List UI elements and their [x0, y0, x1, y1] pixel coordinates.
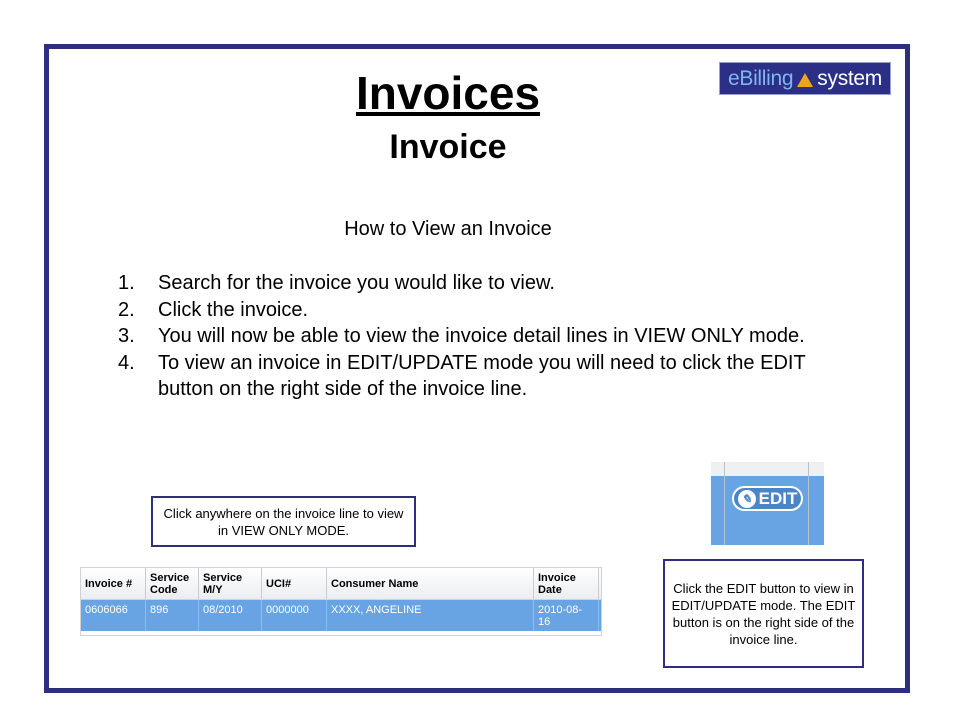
edit-callout: Click the EDIT button to view in EDIT/UPDATE mode. The EDIT button is on the right side of the invoice line.: [663, 559, 864, 668]
edit-button[interactable]: [732, 486, 803, 511]
step-text: You will now be able to view the invoice detail lines in VIEW ONLY mode.: [158, 325, 805, 347]
edit-button-screenshot: [711, 462, 824, 545]
column-header[interactable]: UCI#: [262, 568, 327, 599]
page-title: Invoices: [355, 67, 541, 119]
column-header[interactable]: Service Code: [146, 568, 199, 599]
table-row[interactable]: [81, 600, 601, 631]
edit-button-label: EDIT: [758, 488, 798, 508]
column-header[interactable]: Consumer Name: [327, 568, 534, 599]
step-number: 1.: [118, 272, 135, 294]
instruction-list: [118, 270, 858, 403]
step-number: 3.: [118, 325, 135, 347]
column-header[interactable]: Invoice #: [81, 568, 146, 599]
logo-text-ebilling: eBilling: [727, 66, 794, 90]
instruction-step: [118, 350, 858, 403]
step-text: To view an invoice in EDIT/UPDATE mode you will need to click the EDIT button on the right side of the invoice line.: [158, 351, 806, 400]
table-cell: 896: [146, 600, 199, 631]
view-only-callout: Click anywhere on the invoice line to view in VIEW ONLY MODE.: [151, 496, 416, 547]
table-cell: 0000000: [262, 600, 327, 631]
instruction-step: [118, 297, 858, 324]
step-text: Click the invoice.: [158, 298, 309, 321]
column-divider: [724, 462, 725, 545]
column-header[interactable]: Service M/Y: [199, 568, 262, 599]
section-heading: How to View an Invoice: [344, 218, 552, 240]
table-cell: 2010-08-16: [534, 600, 599, 631]
column-divider: [808, 462, 809, 545]
step-text: Search for the invoice you would like to view.: [158, 272, 555, 294]
instruction-step: [118, 323, 858, 350]
table-cell: 0606066: [81, 600, 146, 631]
table-cell: 08/2010: [199, 600, 262, 631]
column-header[interactable]: Invoice Date: [534, 568, 599, 599]
pencil-icon: ✎: [738, 490, 756, 508]
invoice-table: [80, 567, 602, 636]
table-cell: XXXX, ANGELINE: [327, 600, 534, 631]
logo-text-system: system: [817, 66, 883, 90]
step-number: 2.: [118, 298, 135, 321]
instruction-step: [118, 270, 858, 297]
table-header: [81, 568, 601, 600]
step-number: 4.: [118, 351, 135, 374]
page-subtitle: Invoice: [389, 128, 507, 166]
